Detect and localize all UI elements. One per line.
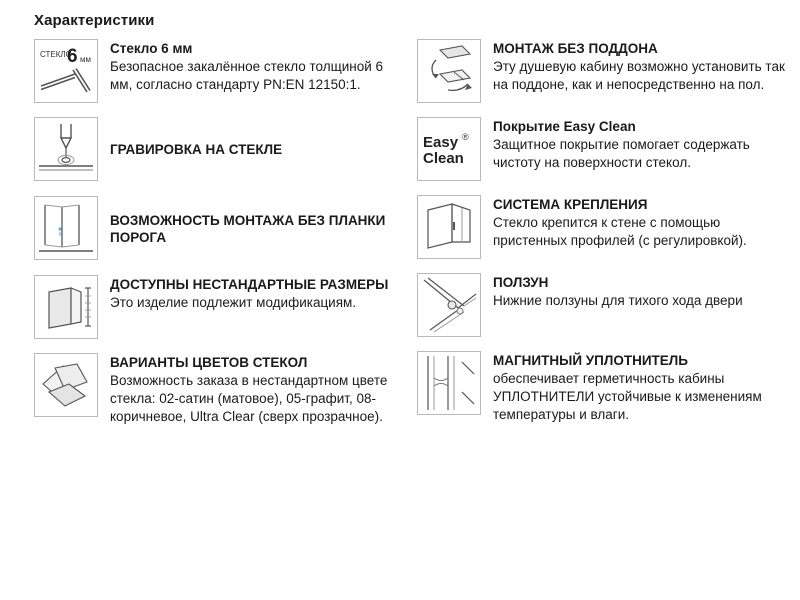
feature-text (110, 196, 403, 261)
feature-heading: ГРАВИРОВКА НА СТЕКЛЕ (110, 142, 283, 158)
svg-text:6: 6 (67, 46, 78, 67)
svg-text:Easy: Easy (423, 134, 459, 151)
glass-6mm-icon (34, 39, 98, 103)
feature-heading: Покрытие Easy Clean (493, 119, 636, 134)
feature-item (34, 117, 403, 182)
feature-item (34, 275, 403, 339)
feature-heading: ДОСТУПНЫ НЕСТАНДАРТНЫЕ РАЗМЕРЫ (110, 277, 389, 292)
feature-body: Эту душевую кабину возможно установить так на поддоне, как и непосредственно на пол. (493, 59, 785, 93)
feature-item (34, 353, 403, 426)
feature-heading: МОНТАЖ БЕЗ ПОДДОНА (493, 41, 658, 56)
feature-text (493, 273, 786, 310)
feature-text (110, 39, 403, 94)
custom-size-cabin-icon (34, 275, 98, 339)
feature-heading: ПОЛЗУН (493, 275, 549, 290)
feature-body: Возможность заказа в нестандартном цвете стекла: 02-сатин (матовое), 05-графит, 08-коричневое, Ultra Clear (сверх прозрачное). (110, 373, 388, 425)
feature-heading: СИСТЕМА КРЕПЛЕНИЯ (493, 197, 648, 212)
feature-item (417, 273, 786, 337)
feature-body: обеспечивает герметичность кабины УПЛОТНИТЕЛИ устойчивые к изменениям температуры и влаги. (493, 371, 762, 423)
feature-text (110, 117, 403, 182)
feature-item (417, 351, 786, 424)
feature-heading: ВОЗМОЖНОСТЬ МОНТАЖА БЕЗ ПЛАНКИ ПОРОГА (110, 212, 386, 245)
feature-text (493, 195, 786, 250)
feature-body: Стекло крепится к стене с помощью пристенных профилей (с регулировкой). (493, 215, 747, 249)
feature-item (34, 196, 403, 261)
glass-color-variants-icon (34, 353, 98, 417)
feature-body: Безопасное закалённое стекло толщиной 6 мм, согласно стандарту PN:EN 12150:1. (110, 59, 384, 93)
feature-item (417, 195, 786, 259)
feature-item (417, 39, 786, 103)
slider-roller-icon (417, 273, 481, 337)
features-columns (34, 39, 786, 440)
features-right-column (417, 39, 786, 440)
glass-label-text: СТЕКЛО (40, 50, 72, 59)
feature-text (493, 39, 786, 94)
easy-clean-icon (417, 117, 481, 181)
feature-item (417, 117, 786, 181)
feature-item (34, 39, 403, 103)
glass-engraving-icon (34, 117, 98, 181)
page-title: Характеристики (34, 12, 155, 29)
magnetic-seal-icon (417, 351, 481, 415)
feature-text (493, 117, 786, 172)
svg-text:®: ® (462, 132, 469, 142)
feature-body: Защитное покрытие помогает содержать чистоту на поверхности стекол. (493, 137, 750, 171)
feature-text (493, 351, 786, 424)
feature-body: Нижние ползуны для тихого хода двери (493, 293, 743, 309)
svg-text:мм: мм (80, 55, 91, 64)
svg-text:Clean: Clean (423, 150, 464, 167)
features-left-column (34, 39, 403, 440)
feature-text (110, 353, 403, 426)
feature-heading: ВАРИАНТЫ ЦВЕТОВ СТЕКОЛ (110, 355, 308, 370)
feature-body: Это изделие подлежит модификациям. (110, 295, 357, 311)
mounting-system-icon (417, 195, 481, 259)
feature-heading: МАГНИТНЫЙ УПЛОТНИТЕЛЬ (493, 353, 688, 368)
no-tray-mount-icon (417, 39, 481, 103)
feature-heading: Стекло 6 мм (110, 41, 193, 56)
no-threshold-strip-icon (34, 196, 98, 260)
feature-text (110, 275, 403, 312)
